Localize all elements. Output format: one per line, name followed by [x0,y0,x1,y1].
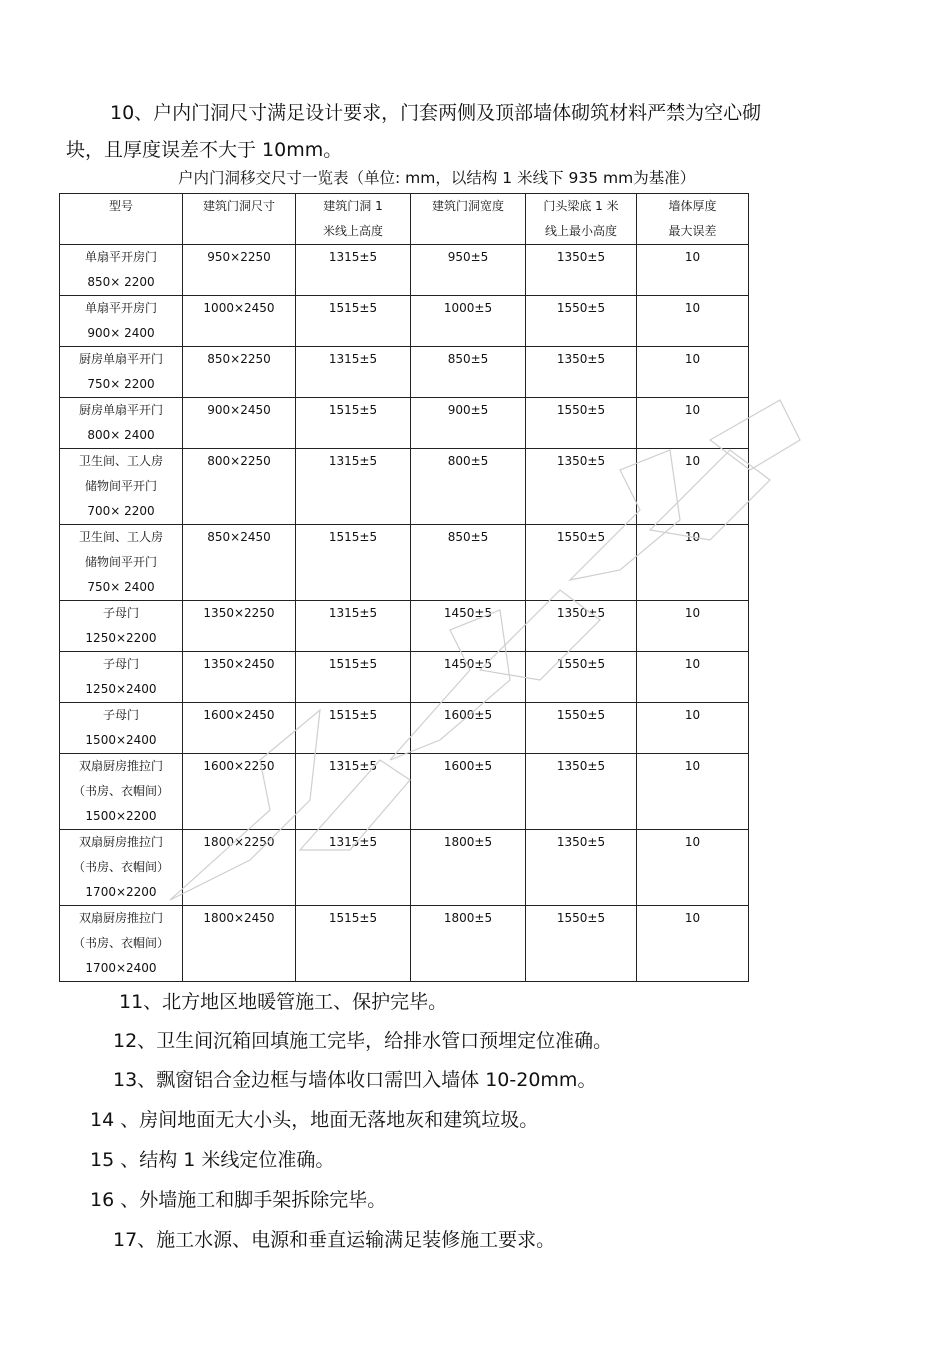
table-cell: 1800×2250 [183,830,296,906]
table-cell: 10 [637,754,749,830]
table-cell: 单扇平开房门 900× 2400 [60,296,183,347]
table-cell: 1600±5 [411,754,526,830]
item-14: 14 、房间地面无大小头，地面无落地灰和建筑垃圾。 [90,1109,539,1131]
table-cell: 1800±5 [411,830,526,906]
table-cell: 1315±5 [296,449,411,525]
table-row [60,296,749,347]
table-cell: 1350±5 [526,245,637,296]
table-cell: 900×2450 [183,398,296,449]
table-cell: 850±5 [411,525,526,601]
table-cell: 卫生间、工人房 储物间平开门 750× 2400 [60,525,183,601]
table-cell: 1350×2450 [183,652,296,703]
header-cell: 建筑门洞 1 米线上高度 [296,194,411,245]
door-opening-size-table [59,193,749,982]
table-row [60,652,749,703]
table-cell: 1800×2450 [183,906,296,982]
table-cell: 1350±5 [526,449,637,525]
table-cell: 厨房单扇平开门 800× 2400 [60,398,183,449]
table-cell: 1315±5 [296,347,411,398]
table-row [60,830,749,906]
header-cell: 建筑门洞宽度 [411,194,526,245]
table-cell: 950×2250 [183,245,296,296]
table-cell: 1350×2250 [183,601,296,652]
table-cell: 1450±5 [411,652,526,703]
header-cell: 型号 [60,194,183,245]
table-cell: 850×2250 [183,347,296,398]
item-12: 12、卫生间沉箱回填施工完毕，给排水管口预埋定位准确。 [113,1030,613,1052]
table-cell: 800×2250 [183,449,296,525]
table-cell: 1800±5 [411,906,526,982]
table-cell: 1000±5 [411,296,526,347]
table-cell: 1450±5 [411,601,526,652]
table-cell: 10 [637,525,749,601]
table-cell: 1515±5 [296,525,411,601]
table-cell: 1550±5 [526,296,637,347]
table-cell: 1515±5 [296,652,411,703]
table-cell: 子母门 1250×2400 [60,652,183,703]
item-16: 16 、外墙施工和脚手架拆除完毕。 [90,1189,387,1211]
table-cell: 双扇厨房推拉门 （书房、衣帽间） 1700×2200 [60,830,183,906]
table-cell: 1315±5 [296,601,411,652]
table-cell: 10 [637,906,749,982]
table-cell: 10 [637,296,749,347]
table-cell: 1600×2450 [183,703,296,754]
table-cell: 1550±5 [526,652,637,703]
table-row [60,754,749,830]
header-cell: 门头梁底 1 米 线上最小高度 [526,194,637,245]
table-row [60,906,749,982]
table-cell: 1550±5 [526,525,637,601]
paragraph-10-line2: 块，且厚度误差不大于 10mm。 [66,139,343,161]
table-cell: 1350±5 [526,601,637,652]
table-cell: 双扇厨房推拉门 （书房、衣帽间） 1700×2400 [60,906,183,982]
table-cell: 1550±5 [526,703,637,754]
table-cell: 10 [637,830,749,906]
table-cell: 850×2450 [183,525,296,601]
item-17: 17、施工水源、电源和垂直运输满足装修施工要求。 [113,1229,556,1251]
table-row [60,601,749,652]
table-cell: 950±5 [411,245,526,296]
table-cell: 1515±5 [296,398,411,449]
table-cell: 10 [637,449,749,525]
table-cell: 1350±5 [526,754,637,830]
paragraph-10-line1: 10、户内门洞尺寸满足设计要求，门套两侧及顶部墙体砌筑材料严禁为空心砌 [110,102,762,124]
header-cell: 墙体厚度 最大误差 [637,194,749,245]
table-cell: 10 [637,601,749,652]
table-cell: 1515±5 [296,703,411,754]
table-cell: 10 [637,652,749,703]
table-header-row [60,194,749,245]
table-row [60,449,749,525]
table-cell: 1515±5 [296,296,411,347]
table-cell: 1600×2250 [183,754,296,830]
table-cell: 1315±5 [296,830,411,906]
table-cell: 1315±5 [296,754,411,830]
table-cell: 10 [637,398,749,449]
table-cell: 900±5 [411,398,526,449]
table-cell: 子母门 1250×2200 [60,601,183,652]
table-cell: 800±5 [411,449,526,525]
table-cell: 10 [637,347,749,398]
table-cell: 1350±5 [526,830,637,906]
item-11: 11、北方地区地暖管施工、保护完毕。 [119,991,448,1013]
table-row [60,245,749,296]
table-row [60,525,749,601]
table-cell: 双扇厨房推拉门 （书房、衣帽间） 1500×2200 [60,754,183,830]
table-cell: 厨房单扇平开门 750× 2200 [60,347,183,398]
table-caption: 户内门洞移交尺寸一览表（单位: mm，以结构 1 米线下 935 mm为基准） [178,169,696,187]
table-cell: 卫生间、工人房 储物间平开门 700× 2200 [60,449,183,525]
table-row [60,398,749,449]
table-cell: 10 [637,703,749,754]
table-cell: 1600±5 [411,703,526,754]
table-cell: 1315±5 [296,245,411,296]
item-13: 13、飘窗铝合金边框与墙体收口需凹入墙体 10-20mm。 [113,1069,597,1091]
table-cell: 单扇平开房门 850× 2200 [60,245,183,296]
header-cell: 建筑门洞尺寸 [183,194,296,245]
item-15: 15 、结构 1 米线定位准确。 [90,1149,335,1171]
table-cell: 1550±5 [526,906,637,982]
table-cell: 1350±5 [526,347,637,398]
table-cell: 子母门 1500×2400 [60,703,183,754]
table-row [60,347,749,398]
table-row [60,703,749,754]
table-cell: 1550±5 [526,398,637,449]
table-cell: 1000×2450 [183,296,296,347]
table-cell: 850±5 [411,347,526,398]
table-cell: 10 [637,245,749,296]
table-cell: 1515±5 [296,906,411,982]
